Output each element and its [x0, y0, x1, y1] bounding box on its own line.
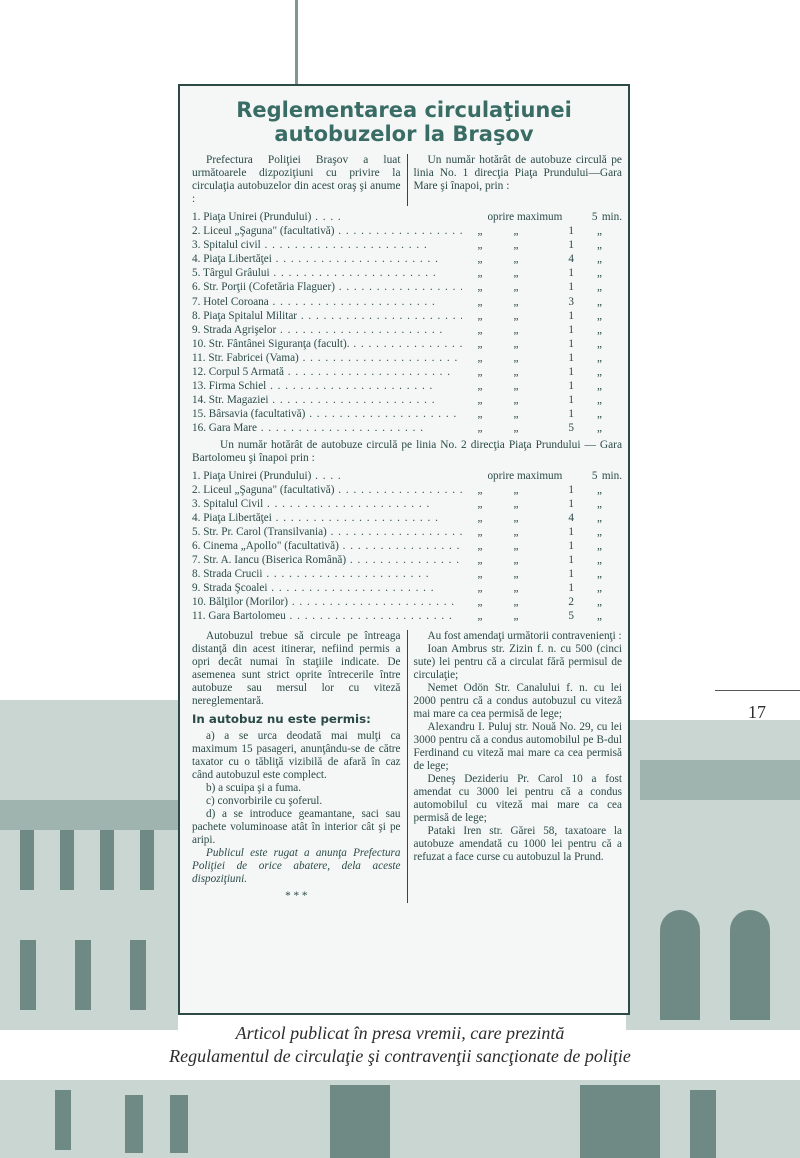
- ditto-mark: „: [597, 554, 602, 567]
- ditto-mark: „: [513, 337, 519, 350]
- ditto-mark: „: [513, 610, 519, 623]
- stop-minutes: 1: [568, 568, 574, 581]
- stop-minutes: 1: [568, 337, 574, 350]
- stop-name: 6. Cinema „Apollo" (facultativă) . . .: [192, 539, 462, 553]
- stop-name: 2. Liceul „Şaguna" (facultativă) . . .: [192, 224, 462, 238]
- stop-name: 10. Str. Fântânei Siguranţa (facult). . . .: [192, 337, 462, 351]
- fine-item: Nemet Odön Str. Canalului f. n. cu lei 2000 pentru că a condus autobuzul cu viteză mai mare ca cea permisă de lege;: [413, 681, 622, 720]
- ditto-mark: „: [597, 568, 602, 581]
- ditto-mark: „: [597, 295, 602, 308]
- stop-minutes: 4: [568, 511, 574, 524]
- ditto-mark: „: [477, 422, 483, 435]
- ditto-mark: „: [597, 408, 602, 421]
- ditto-mark: „: [597, 309, 602, 322]
- fine-item: Alexandru I. Puluj str. Nouă No. 29, cu lei 3000 pentru că a condus automobilul pe B-dul Ferdinand cu viteză mai mare ca cea permisă de lege;: [413, 720, 622, 772]
- fines-column: [408, 630, 623, 904]
- stop-minutes: 1: [568, 497, 574, 510]
- rules-and-fines: [192, 630, 622, 904]
- forbidden-c: c) convorbirile cu şoferul.: [206, 795, 323, 808]
- stop-name: 9. Strada Agrişelor . . .: [192, 323, 462, 337]
- stop-row: [192, 252, 622, 266]
- intro-left: Prefectura Poliţiei Braşov a luat următoarele dizpoziţiuni cu privire la circulaţia autobuzelor din acest oraş şi anume :: [192, 154, 408, 206]
- ditto-mark: „: [477, 525, 483, 538]
- ditto-mark: „: [597, 610, 602, 623]
- stop-minutes: 1: [568, 366, 574, 379]
- ditto-mark: „: [477, 323, 483, 336]
- stop-minutes: 1: [568, 281, 574, 294]
- stop-name: 3. Spitalul civil . . .: [192, 238, 462, 252]
- stop-row: [192, 379, 622, 393]
- stop-name: 8. Piaţa Spitalul Militar . . .: [192, 309, 462, 323]
- ditto-mark: „: [477, 539, 483, 552]
- fine-item: Ioan Ambrus str. Zizin f. n. cu 500 (cinci sute) lei pentru că a circulat fără permisul de circulaţie;: [413, 642, 622, 681]
- stop-row: [192, 323, 622, 337]
- stop-name: 5. Târgul Grâului . . .: [192, 266, 462, 280]
- stop-minutes: 1: [568, 267, 574, 280]
- stop-row: [192, 295, 622, 309]
- stop-minutes: 1: [568, 380, 574, 393]
- ditto-mark: „: [477, 309, 483, 322]
- stop-name: 15. Bârsavia (facultativă) . . .: [192, 407, 462, 421]
- rules-text: Autobuzul trebue să circule pe întreaga distanţă din acest itinerar, nefiind permis a opri decât numai în staţiile indicate. De asemenea sunt strict oprite întrecerile între autobuze sau mersul lor cu viteză nereglementară.: [192, 629, 401, 707]
- stop-name: 12. Corpul 5 Armată . . .: [192, 365, 462, 379]
- stop-row-head: 1. Piaţa Unirei (Prundului) . . . . oprire maximum 5 min.: [192, 210, 622, 224]
- ditto-mark: „: [513, 582, 519, 595]
- intro-right: Un număr hotărât de autobuze circulă pe linia No. 1 direcţia Piaţa Prundului—Gara Mare şi înapoi, prin :: [413, 154, 622, 192]
- ditto-mark: „: [597, 596, 602, 609]
- intro: [192, 154, 622, 206]
- stop-row: [192, 609, 622, 623]
- ditto-mark: „: [513, 408, 519, 421]
- stop-row: [192, 421, 622, 435]
- stop-name: 11. Gara Bartolomeu . . .: [192, 609, 462, 623]
- ditto-mark: „: [513, 554, 519, 567]
- stop-name: 14. Str. Magaziei . . .: [192, 393, 462, 407]
- ditto-mark: „: [477, 239, 483, 252]
- stop-row: [192, 351, 622, 365]
- ditto-mark: „: [477, 380, 483, 393]
- stop-row: [192, 407, 622, 421]
- stop-name: 4. Piaţa Libertăţei . . .: [192, 252, 462, 266]
- stop-name: 8. Strada Crucii . . .: [192, 567, 462, 581]
- ditto-mark: „: [477, 596, 483, 609]
- ditto-mark: „: [597, 351, 602, 364]
- ditto-mark: „: [513, 422, 519, 435]
- stop-row: [192, 280, 622, 294]
- stop-minutes: 4: [568, 253, 574, 266]
- ditto-mark: „: [477, 610, 483, 623]
- ditto-mark: „: [477, 408, 483, 421]
- ditto-mark: „: [477, 281, 483, 294]
- stop-row: [192, 497, 622, 511]
- stop-name: 5. Str. Pr. Carol (Transilvania) . . .: [192, 525, 462, 539]
- forbidden-d: d) a se introduce geamantane, saci sau pachete voluminoase atât în interior cât şi pe aripi.: [192, 808, 401, 847]
- ditto-mark: „: [597, 323, 602, 336]
- ditto-mark: „: [513, 380, 519, 393]
- stop-minutes: 1: [568, 582, 574, 595]
- ditto-mark: „: [513, 253, 519, 266]
- ditto-mark: „: [597, 483, 602, 496]
- newspaper-clipping: [178, 84, 630, 1015]
- stop-name: 2. Liceul „Şaguna" (facultativă) . . .: [192, 483, 462, 497]
- ditto-mark: „: [477, 253, 483, 266]
- stop-minutes: 5: [568, 610, 574, 623]
- ditto-mark: „: [597, 253, 602, 266]
- stop-name: 3. Spitalul Civil . . .: [192, 497, 462, 511]
- stop-row: [192, 393, 622, 407]
- stop-name: 9. Strada Şcoalei . . .: [192, 581, 462, 595]
- ditto-mark: „: [477, 295, 483, 308]
- ditto-mark: „: [477, 394, 483, 407]
- stop-row: [192, 266, 622, 280]
- forbidden-b: b) a scuipa şi a fuma.: [206, 782, 302, 795]
- ditto-mark: „: [513, 511, 519, 524]
- ditto-mark: „: [513, 281, 519, 294]
- figure-caption: Articol publicat în presa vremii, care prezintă Regulamentul de circulaţie şi contravenţii sancţionate de poliţie: [169, 1023, 631, 1066]
- forbidden-a: a) a se urca deodată mai mulţi ca maximum 15 pasageri, anunţându-se de către taxator cu o tăbliţă vizibilă de afară în caz când autobuzul este complect.: [192, 729, 401, 781]
- rules-column: [192, 630, 408, 904]
- ditto-mark: „: [597, 394, 602, 407]
- stop-row: [192, 365, 622, 379]
- stop-row: [192, 595, 622, 609]
- ditto-mark: „: [477, 554, 483, 567]
- stop-minutes: 1: [568, 394, 574, 407]
- ditto-mark: „: [477, 267, 483, 280]
- ditto-mark: „: [597, 281, 602, 294]
- stop-name: 6. Str. Porţii (Cofetăria Flaguer) . . .: [192, 280, 462, 294]
- stop-row: [192, 539, 622, 553]
- ditto-mark: „: [597, 366, 602, 379]
- ditto-mark: „: [513, 394, 519, 407]
- ditto-mark: „: [477, 497, 483, 510]
- stop-minutes: 1: [568, 239, 574, 252]
- line1-stops: [192, 210, 622, 436]
- article-title: Reglementarea circulaţiunei autobuzelor la Braşov: [236, 98, 572, 146]
- stop-row: [192, 553, 622, 567]
- ditto-mark: „: [513, 483, 519, 496]
- ditto-mark: „: [513, 225, 519, 238]
- ditto-mark: „: [597, 239, 602, 252]
- ditto-mark: „: [513, 497, 519, 510]
- ditto-mark: „: [477, 225, 483, 238]
- ditto-mark: „: [597, 582, 602, 595]
- ditto-mark: „: [597, 380, 602, 393]
- ditto-mark: „: [477, 337, 483, 350]
- stop-minutes: 5: [568, 422, 574, 435]
- ditto-mark: „: [513, 525, 519, 538]
- ditto-mark: „: [597, 267, 602, 280]
- stop-minutes: 1: [568, 483, 574, 496]
- stop-row: [192, 483, 622, 497]
- stop-row: [192, 525, 622, 539]
- ditto-mark: „: [513, 568, 519, 581]
- ditto-mark: „: [477, 511, 483, 524]
- ditto-mark: „: [597, 497, 602, 510]
- stop-minutes: 1: [568, 539, 574, 552]
- stop-row: [192, 511, 622, 525]
- stop-minutes: 1: [568, 408, 574, 421]
- stop-row: [192, 337, 622, 351]
- page-number: 17: [748, 702, 766, 722]
- ditto-mark: „: [513, 239, 519, 252]
- stop-minutes: 1: [568, 351, 574, 364]
- fine-item: Pataki Iren str. Gărei 58, taxatoare la autobuze amendată cu 1000 lei pentru că a refuzat a face curse cu autobuzul la Prund.: [413, 825, 622, 864]
- stop-name: 4. Piaţa Libertăţei . . .: [192, 511, 462, 525]
- line2-intro: Un număr hotărât de autobuze circulă pe linia No. 2 direcţia Piaţa Prundului — Gara Bartolomeu şi înapoi prin :: [192, 438, 622, 464]
- stop-minutes: 1: [568, 323, 574, 336]
- ditto-mark: „: [513, 539, 519, 552]
- stop-row: [192, 224, 622, 238]
- ditto-mark: „: [477, 351, 483, 364]
- stop-minutes: 2: [568, 596, 574, 609]
- forbidden-title: In autobuz nu este permis:: [192, 711, 371, 726]
- stop-name: 7. Hotel Coroana . . .: [192, 295, 462, 309]
- ditto-mark: „: [477, 582, 483, 595]
- ditto-mark: „: [477, 366, 483, 379]
- fines-intro: Au fost amendaţi următorii contravenienţi :: [427, 629, 622, 642]
- ditto-mark: „: [597, 511, 602, 524]
- ditto-mark: „: [513, 309, 519, 322]
- stop-minutes: 1: [568, 309, 574, 322]
- ditto-mark: „: [597, 525, 602, 538]
- ditto-mark: „: [513, 366, 519, 379]
- ditto-mark: „: [597, 422, 602, 435]
- ditto-mark: „: [597, 337, 602, 350]
- ditto-mark: „: [513, 267, 519, 280]
- stop-row: [192, 309, 622, 323]
- stop-name: 10. Bălţilor (Morilor) . . .: [192, 595, 462, 609]
- line2-stops: [192, 469, 622, 624]
- ditto-mark: „: [477, 568, 483, 581]
- page-rule: [715, 690, 800, 691]
- stop-row: [192, 567, 622, 581]
- stop-name: 7. Str. A. Iancu (Biserica Română) . . .: [192, 553, 462, 567]
- ditto-mark: „: [597, 225, 602, 238]
- ditto-mark: „: [597, 539, 602, 552]
- stars-separator: * * *: [285, 890, 308, 903]
- stop-minutes: 1: [568, 225, 574, 238]
- stop-name: 11. Str. Fabricei (Vama) . . .: [192, 351, 462, 365]
- ditto-mark: „: [513, 323, 519, 336]
- stop-row: [192, 581, 622, 595]
- public-note: Publicul este rugat a anunţa Prefectura Poliţiei de orice abatere, dela aceste dispoziţiuni.: [192, 847, 401, 886]
- stop-row-head: 1. Piaţa Unirei (Prundului) . . . . oprire maximum 5 min.: [192, 469, 622, 483]
- fine-item: Deneş Dezideriu Pr. Carol 10 a fost amendat cu 3000 lei pentru că a condus automobilul cu viteză mai mare ca cea permisă de lege;: [413, 773, 622, 825]
- stop-minutes: 3: [568, 295, 574, 308]
- stop-minutes: 1: [568, 525, 574, 538]
- stop-minutes: 1: [568, 554, 574, 567]
- ditto-mark: „: [513, 295, 519, 308]
- stop-name: 16. Gara Mare . . .: [192, 421, 462, 435]
- stop-name: 13. Firma Schiel . . .: [192, 379, 462, 393]
- stop-row: [192, 238, 622, 252]
- ditto-mark: „: [513, 351, 519, 364]
- ditto-mark: „: [513, 596, 519, 609]
- ditto-mark: „: [477, 483, 483, 496]
